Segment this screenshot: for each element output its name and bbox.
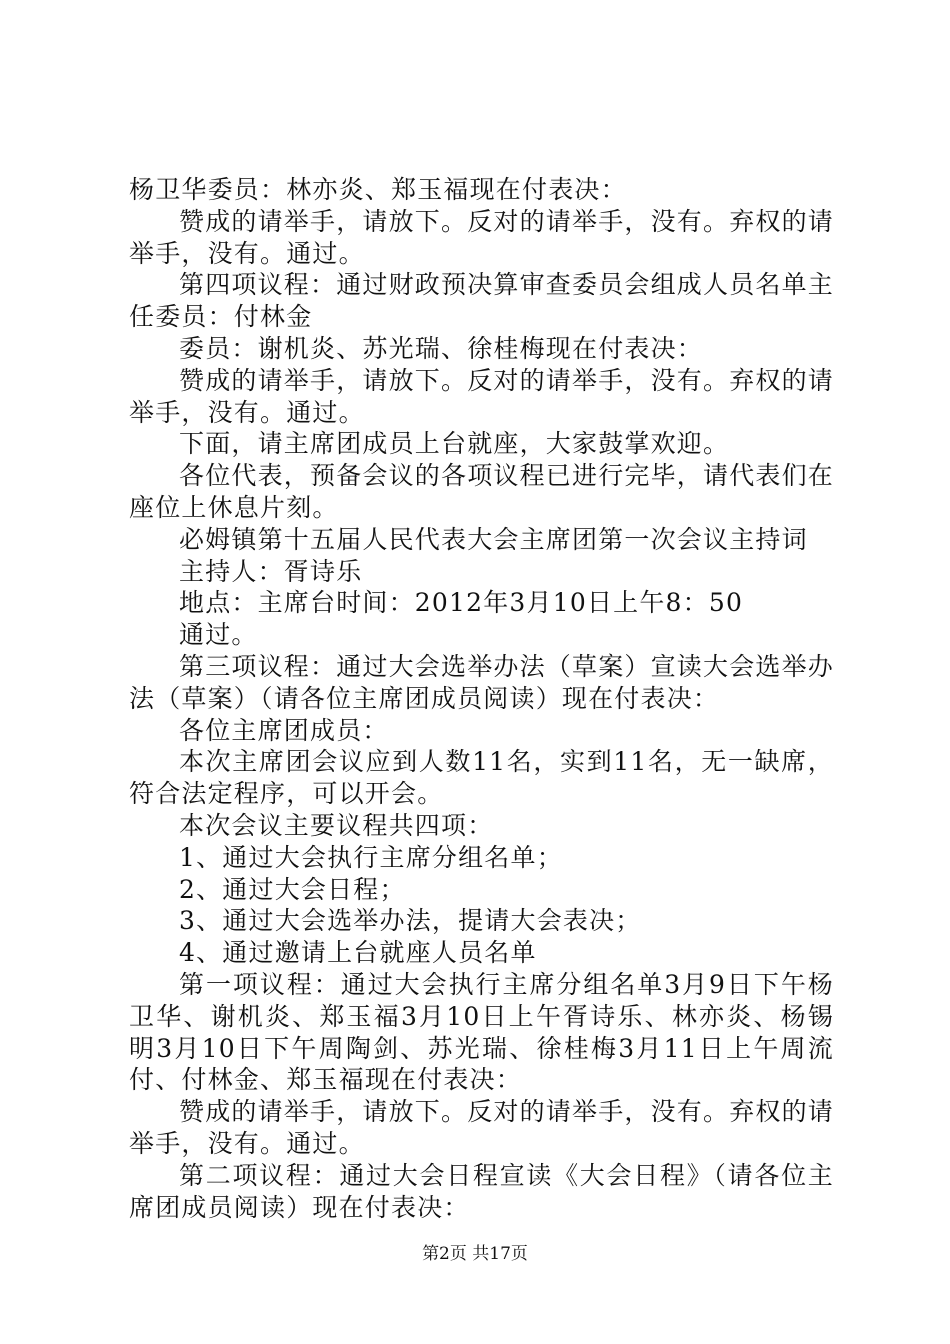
list-item: 1、通过大会执行主席分组名单； [179, 842, 563, 872]
paragraph: 第二项议程：通过大会日程宣读《大会日程》（请各位主席团成员阅读）现在付表决： [129, 1160, 834, 1222]
document-body [129, 174, 834, 1223]
paragraph: 通过。 [179, 620, 258, 650]
paragraph: 赞成的请举手，请放下。反对的请举手，没有。弃权的请举手，没有。通过。 [129, 206, 835, 268]
paragraph: 赞成的请举手，请放下。反对的请举手，没有。弃权的请举手，没有。通过。 [129, 1097, 835, 1158]
paragraph: 第三项议程：通过大会选举办法（草案）宣读大会选举办法（草案）（请各位主席团成员阅读）现在付表决： [129, 651, 835, 713]
list-item: 3、通过大会选举办法，提请大会表决； [179, 906, 642, 936]
page-footer [0, 1243, 950, 1265]
paragraph: 委员：谢机炎、苏光瑞、徐桂梅现在付表决： [179, 333, 704, 363]
paragraph: 各位代表，预备会议的各项议程已进行完毕，请代表们在座位上休息片刻。 [129, 461, 835, 522]
paragraph: 赞成的请举手，请放下。反对的请举手，没有。弃权的请举手，没有。通过。 [129, 365, 835, 427]
paragraph: 本次会议主要议程共四项： [179, 810, 494, 840]
list-item: 4、通过邀请上台就座人员名单 [179, 938, 537, 968]
section-heading: 必姆镇第十五届人民代表大会主席团第一次会议主持词 [179, 524, 808, 554]
paragraph: 下面，请主席团成员上台就座，大家鼓掌欢迎。 [179, 429, 730, 459]
paragraph: 本次主席团会议应到人数11名，实到11名，无一缺席，符合法定程序，可以开会。 [129, 747, 834, 809]
list-item: 2、通过大会日程； [179, 874, 406, 904]
page-number: 第2页 共17页 [422, 1244, 528, 1264]
paragraph: 第四项议程：通过财政预决算审查委员会组成人员名单主任委员：付林金 [129, 270, 835, 332]
paragraph: 各位主席团成员： [179, 715, 389, 745]
paragraph: 主持人：胥诗乐 [179, 556, 363, 586]
paragraph: 杨卫华委员：林亦炎、郑玉福现在付表决： [129, 175, 627, 204]
paragraph: 地点：主席台时间：2012年3月10日上午8：50 [179, 588, 744, 618]
paragraph: 第一项议程：通过大会执行主席分组名单3月9日下午杨卫华、谢机炎、郑玉福3月10日上午胥诗乐、林亦炎、杨锡明3月10日下午周陶剑、苏光瑞、徐桂梅3月11日上午周流付、付林金、郑玉福现在付表决： [129, 969, 834, 1095]
